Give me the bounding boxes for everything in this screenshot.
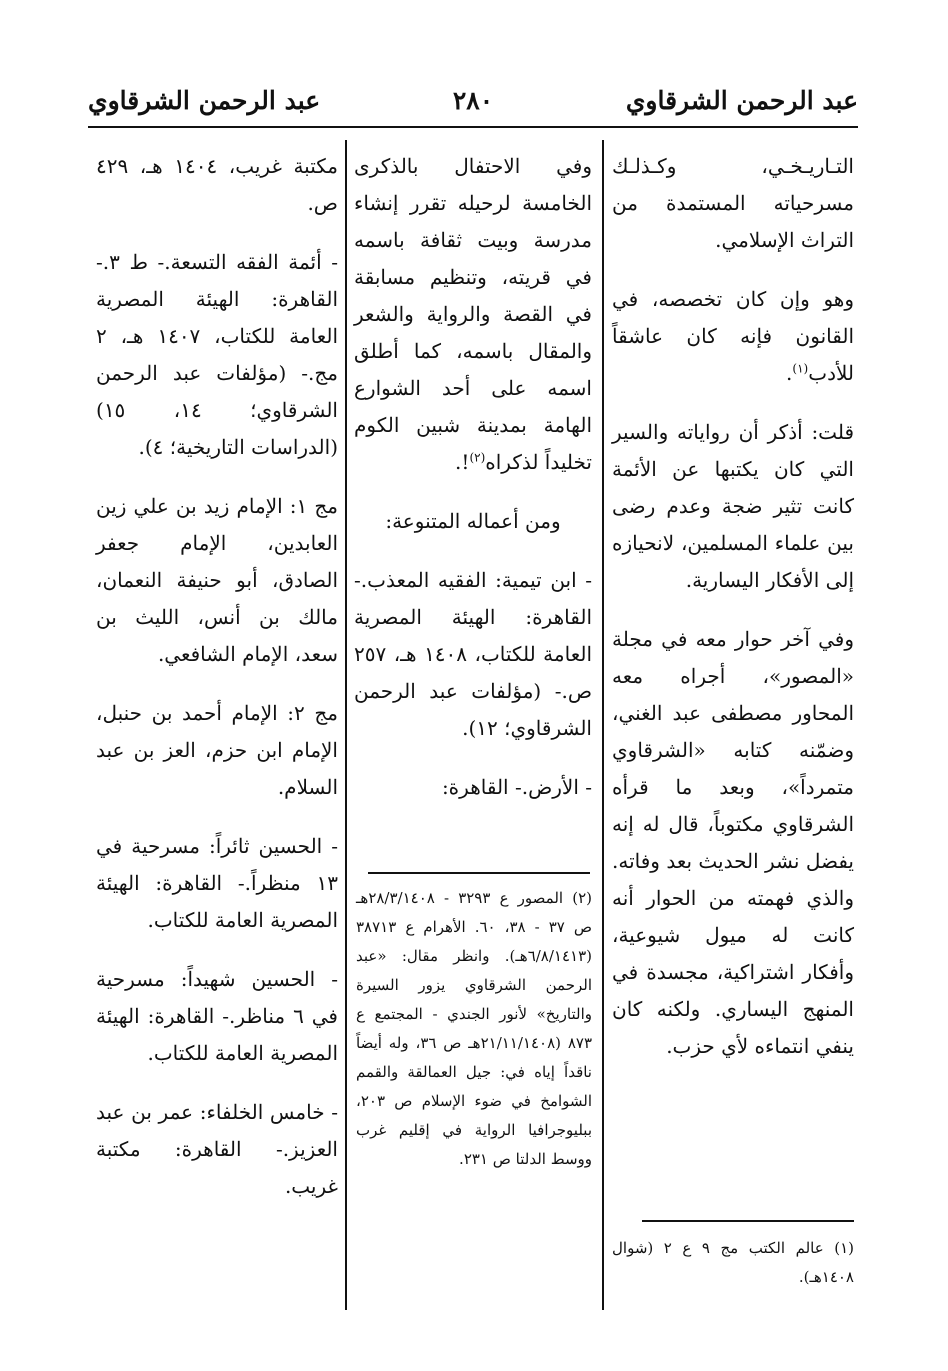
column-divider-left xyxy=(345,140,347,1310)
paragraph-text: وفي الاحتفال بالذكرى الخامسة لرحيله تقرر إنشاء مدرسة وبيت ثقافة باسمه في قريته، وتنظيم مسابقة في القصة والرواية والشعر والمقال باسمه، كما أطلق اسمه على أحد الشوارع الهامة بمدينة شبين الكوم تخليداً لذكراه xyxy=(354,154,592,474)
paragraph-end: !. xyxy=(455,450,470,474)
footnote-ref: (١) xyxy=(792,361,809,376)
volume-contents: مج ١: الإمام زيد بن علي زين العابدين، الإمام جعفر الصادق، أبو حنيفة النعمان، مالك بن أنس، الليث بن سعد، الإمام الشافعي. xyxy=(96,494,338,666)
footnote: (٢) المصور ع ٣٢٩٣ - ٢٨/٣/١٤٠٨هـ ص ٣٧ - ٣٨، ٦٠. الأهرام ع ٣٨٧١٣ (٦/٨/١٤١٣هـ). وانظر مقال: «عبد الرحمن الشرقاوي يزور السيرة والتاريخ» لأنور الجندي - المجتمع ع ٨٧٣ (٢١/١١/١٤٠٨هـ ص ٣٦، وله أيضاً ناقداً إياه في: جيل العمالقة والقمم الشوامخ في ضوء الإسلام ص ٢٠٣، ببليوجرافيا الرواية في إقليم غرب ووسط الدلتا ص ٢٣١. xyxy=(356,889,593,1168)
running-header xyxy=(88,86,858,128)
footnote: (١) عالم الكتب مج ٩ ع ٢ (شوال ١٤٠٨هـ). xyxy=(612,1239,854,1286)
bibliography-entry: - الحسين ثائراً: مسرحية في ١٣ منظراً.- القاهرة: الهيئة المصرية العامة للكتاب. xyxy=(96,834,338,932)
footnote-rule xyxy=(642,1220,854,1222)
text-column-middle xyxy=(354,148,592,828)
paragraph-text: وهو وإن كان تخصصه، في القانون فإنه كان عاشقاً للأدب xyxy=(612,287,854,385)
paragraph: التـاريـخـي، وكـذلـك مسرحياته المستمدة من التراث الإسلامي. xyxy=(612,154,854,252)
bibliography-entry: مكتبة غريب، ١٤٠٤ هـ، ٤٢٩ ص. xyxy=(96,154,339,215)
paragraph xyxy=(612,281,854,392)
paragraph: قلت: أذكر أن رواياته والسير التي كان يكتبها عن الأئمة كانت تثير ضجة وعدم رضى بين علماء المسلمين، لانحيازه إلى الأفكار اليسارية. xyxy=(612,420,854,592)
bibliography-entry: - أئمة الفقه التسعة.- ط ٣.- القاهرة: الهيئة المصرية العامة للكتاب، ١٤٠٧ هـ، ٢ مج.- (مؤلفات عبد الرحمن الشرقاوي؛ ١٤، ١٥) (الدراسات التاريخية؛ ٤). xyxy=(96,250,339,459)
text-column-right xyxy=(612,148,854,1087)
page-number: ٢٨٠ xyxy=(452,86,494,115)
paragraph-end: . xyxy=(786,361,793,385)
column-divider-right xyxy=(602,140,604,1310)
paragraph xyxy=(354,148,592,481)
bibliography-entry: - الحسين شهيداً: مسرحية في ٦ مناظر.- القاهرة: الهيئة المصرية العامة للكتاب. xyxy=(96,967,338,1065)
volume-contents: مج ٢: الإمام أحمد بن حنبل، الإمام ابن حزم، العز بن عبد السلام. xyxy=(96,701,338,799)
bibliography-entry: - ابن تيمية: الفقيه المعذب.- القاهرة: الهيئة المصرية العامة للكتاب، ١٤٠٨ هـ، ٢٥٧ ص.- (مؤلفات عبد الرحمن الشرقاوي؛ ١٢). xyxy=(354,568,592,740)
header-title-right: عبد الرحمن الشرقاوي xyxy=(625,86,858,115)
bibliography-entry: - خامس الخلفاء: عمر بن عبد العزيز.- القاهرة: مكتبة غريب. xyxy=(96,1100,338,1198)
footnote-ref: (٢) xyxy=(469,450,486,465)
text-column-left xyxy=(96,148,338,1227)
section-heading: ومن أعماله المتنوعة: xyxy=(385,509,561,533)
footnote-rule xyxy=(368,872,590,874)
paragraph: وفي آخر حوار معه في مجلة «المصور»، أجراه معه المحاور مصطفى عبد الغني، وضمّنه كتابه «الشرقاوي متمرداً»، وبعد ما قرأه الشرقاوي مكتوباً، قال له إنه يفضل نشر الحديث بعد وفاته. والذي فهمته من الحوار أنه كانت له ميول شيوعية، وأفكار اشتراكية، مجسدة في المنهج اليساري. ولكنه كان ينفي انتماءه لأي حزب. xyxy=(612,627,854,1058)
bibliography-entry: - الأرض.- القاهرة: xyxy=(441,775,592,799)
header-title-left: عبد الرحمن الشرقاوي xyxy=(88,86,321,115)
